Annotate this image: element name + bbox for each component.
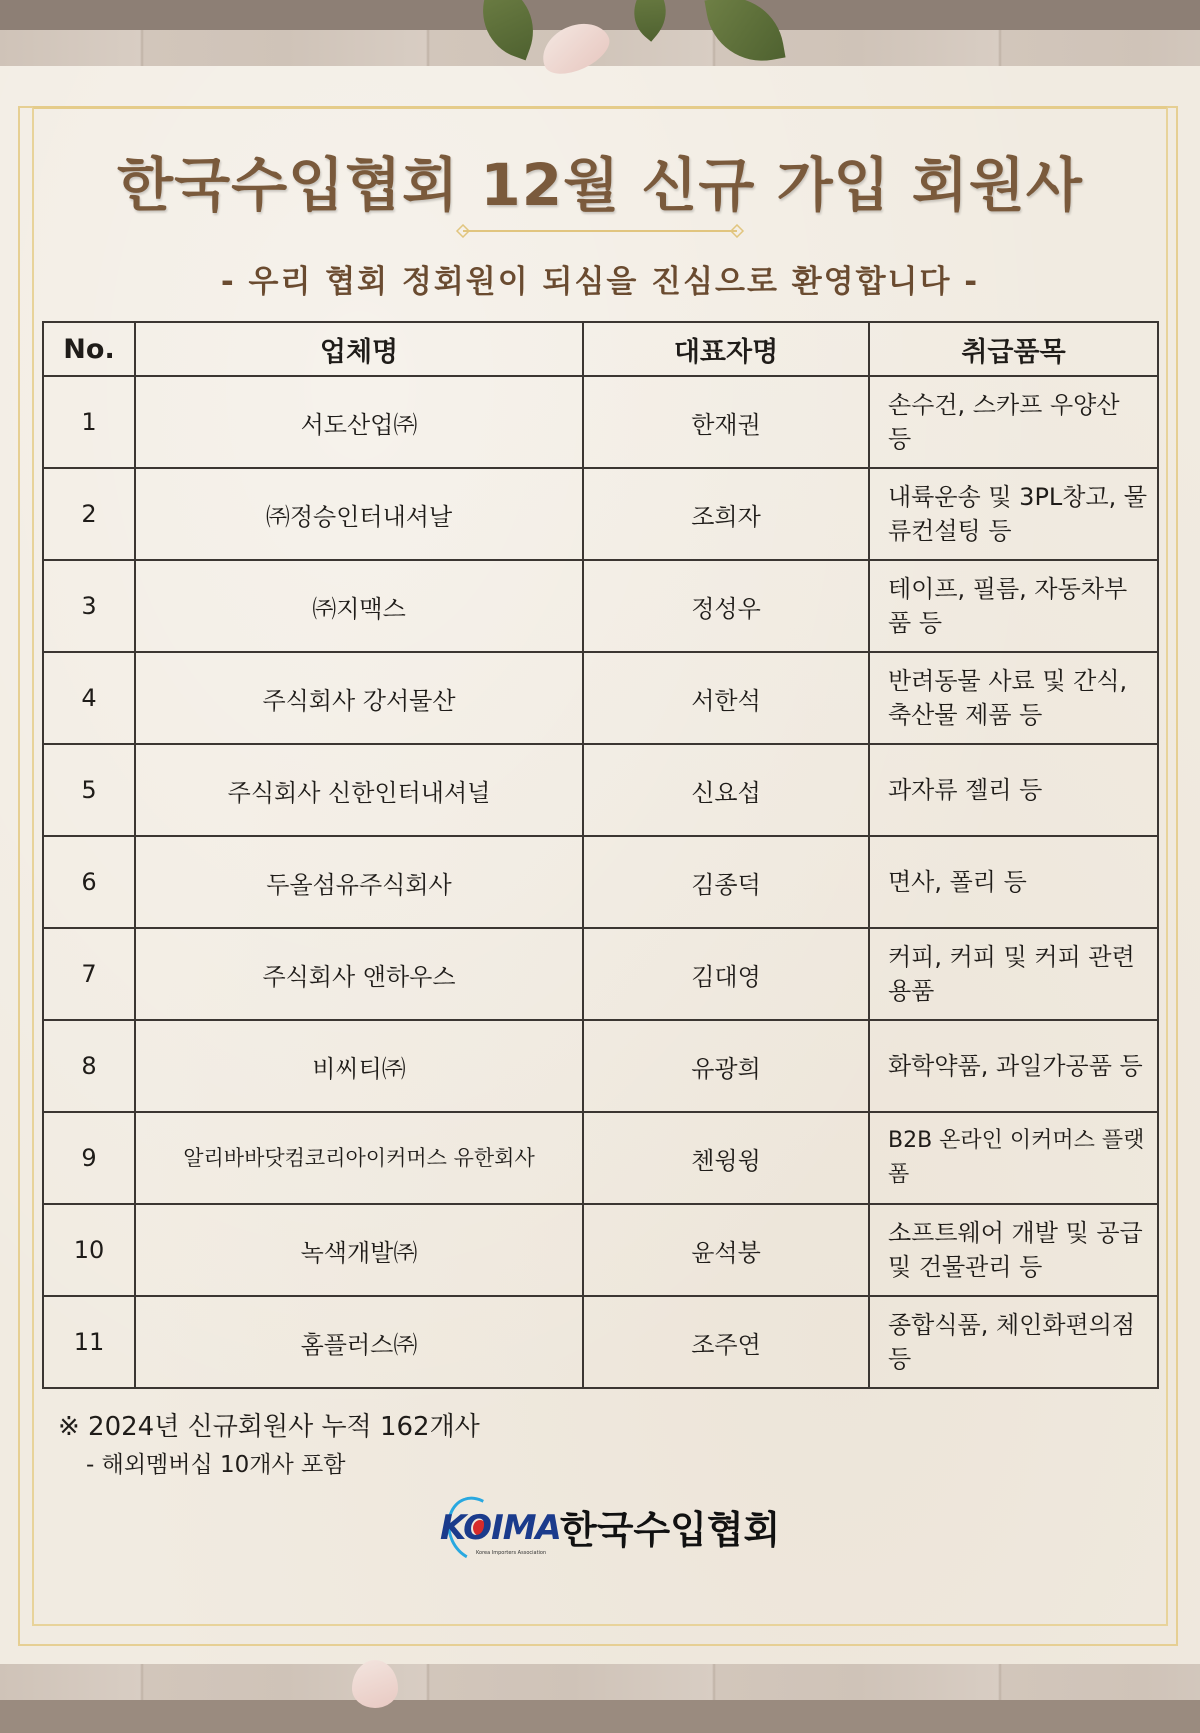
row-items: 면사, 폴리 등 — [869, 836, 1158, 928]
logo-text-en: KOIMA — [440, 1508, 561, 1548]
row-items: 반려동물 사료 및 간식, 축산물 제품 등 — [869, 652, 1158, 744]
row-representative: 유광희 — [583, 1020, 869, 1112]
row-no: 9 — [43, 1112, 135, 1204]
koima-logo-mark-icon — [440, 1496, 561, 1556]
column-header-no: No. — [43, 322, 135, 376]
column-header-items: 취급품목 — [869, 322, 1158, 376]
row-company: 홈플러스㈜ — [135, 1296, 583, 1388]
background-wood-bottom — [0, 1663, 1200, 1703]
row-no: 8 — [43, 1020, 135, 1112]
row-representative: 조희자 — [583, 468, 869, 560]
table-row — [43, 928, 1158, 1020]
row-items: 손수건, 스카프 우양산 등 — [869, 376, 1158, 468]
row-company: 두올섬유주식회사 — [135, 836, 583, 928]
row-company: ㈜지맥스 — [135, 560, 583, 652]
table-row — [43, 376, 1158, 468]
row-representative: 첸윙윙 — [583, 1112, 869, 1204]
row-company: 알리바바닷컴코리아이커머스 유한회사 — [135, 1112, 583, 1204]
row-items: 종합식품, 체인화편의점 등 — [869, 1296, 1158, 1388]
row-no: 10 — [43, 1204, 135, 1296]
table-row — [43, 560, 1158, 652]
row-items: 과자류 젤리 등 — [869, 744, 1158, 836]
table-header-row — [43, 322, 1158, 376]
row-representative: 서한석 — [583, 652, 869, 744]
welcome-subtitle: - 우리 협회 정회원이 되심을 진심으로 환영합니다 - — [220, 264, 980, 300]
koima-logo — [440, 1496, 780, 1556]
logo-text-ko: 한국수입협회 — [560, 1507, 781, 1552]
table-row — [43, 1020, 1158, 1112]
row-no: 1 — [43, 376, 135, 468]
table-row — [43, 468, 1158, 560]
row-representative: 한재권 — [583, 376, 869, 468]
row-representative: 정성우 — [583, 560, 869, 652]
row-no: 7 — [43, 928, 135, 1020]
row-company: 비씨티㈜ — [135, 1020, 583, 1112]
table-row — [43, 1204, 1158, 1296]
background-wall-bottom — [0, 1700, 1200, 1733]
column-header-company: 업체명 — [135, 322, 583, 376]
cumulative-members-note: ※ 2024년 신규회원사 누적 162개사 — [58, 1412, 480, 1442]
column-header-representative: 대표자명 — [583, 322, 869, 376]
row-company: 녹색개발㈜ — [135, 1204, 583, 1296]
table-row — [43, 1112, 1158, 1204]
page-title: 한국수입협회 12월 신규 가입 회원사 — [117, 151, 1083, 219]
row-representative: 윤석붕 — [583, 1204, 869, 1296]
table-row — [43, 1296, 1158, 1388]
row-items: 내륙운송 및 3PL창고, 물류컨설팅 등 — [869, 468, 1158, 560]
title-divider-ornament-icon — [455, 224, 745, 238]
row-no: 2 — [43, 468, 135, 560]
row-company: 주식회사 신한인터내셔널 — [135, 744, 583, 836]
table-row — [43, 744, 1158, 836]
row-no: 5 — [43, 744, 135, 836]
row-company: 서도산업㈜ — [135, 376, 583, 468]
new-members-table — [42, 321, 1159, 1389]
row-representative: 신요섭 — [583, 744, 869, 836]
row-no: 6 — [43, 836, 135, 928]
row-items: B2B 온라인 이커머스 플랫폼 — [869, 1112, 1158, 1204]
row-items: 화학약품, 과일가공품 등 — [869, 1020, 1158, 1112]
row-representative: 조주연 — [583, 1296, 869, 1388]
row-no: 3 — [43, 560, 135, 652]
row-items: 소프트웨어 개발 및 공급 및 건물관리 등 — [869, 1204, 1158, 1296]
logo-tagline: Korea Importers Association — [476, 1550, 547, 1556]
row-items: 테이프, 필름, 자동차부품 등 — [869, 560, 1158, 652]
row-company: 주식회사 강서물산 — [135, 652, 583, 744]
row-representative: 김대영 — [583, 928, 869, 1020]
row-company: 주식회사 앤하우스 — [135, 928, 583, 1020]
row-company: ㈜정승인터내셔날 — [135, 468, 583, 560]
row-items: 커피, 커피 및 커피 관련용품 — [869, 928, 1158, 1020]
table-row — [43, 836, 1158, 928]
row-no: 11 — [43, 1296, 135, 1388]
overseas-membership-note: - 해외멤버십 10개사 포함 — [86, 1452, 346, 1478]
row-no: 4 — [43, 652, 135, 744]
table-row — [43, 652, 1158, 744]
row-representative: 김종덕 — [583, 836, 869, 928]
